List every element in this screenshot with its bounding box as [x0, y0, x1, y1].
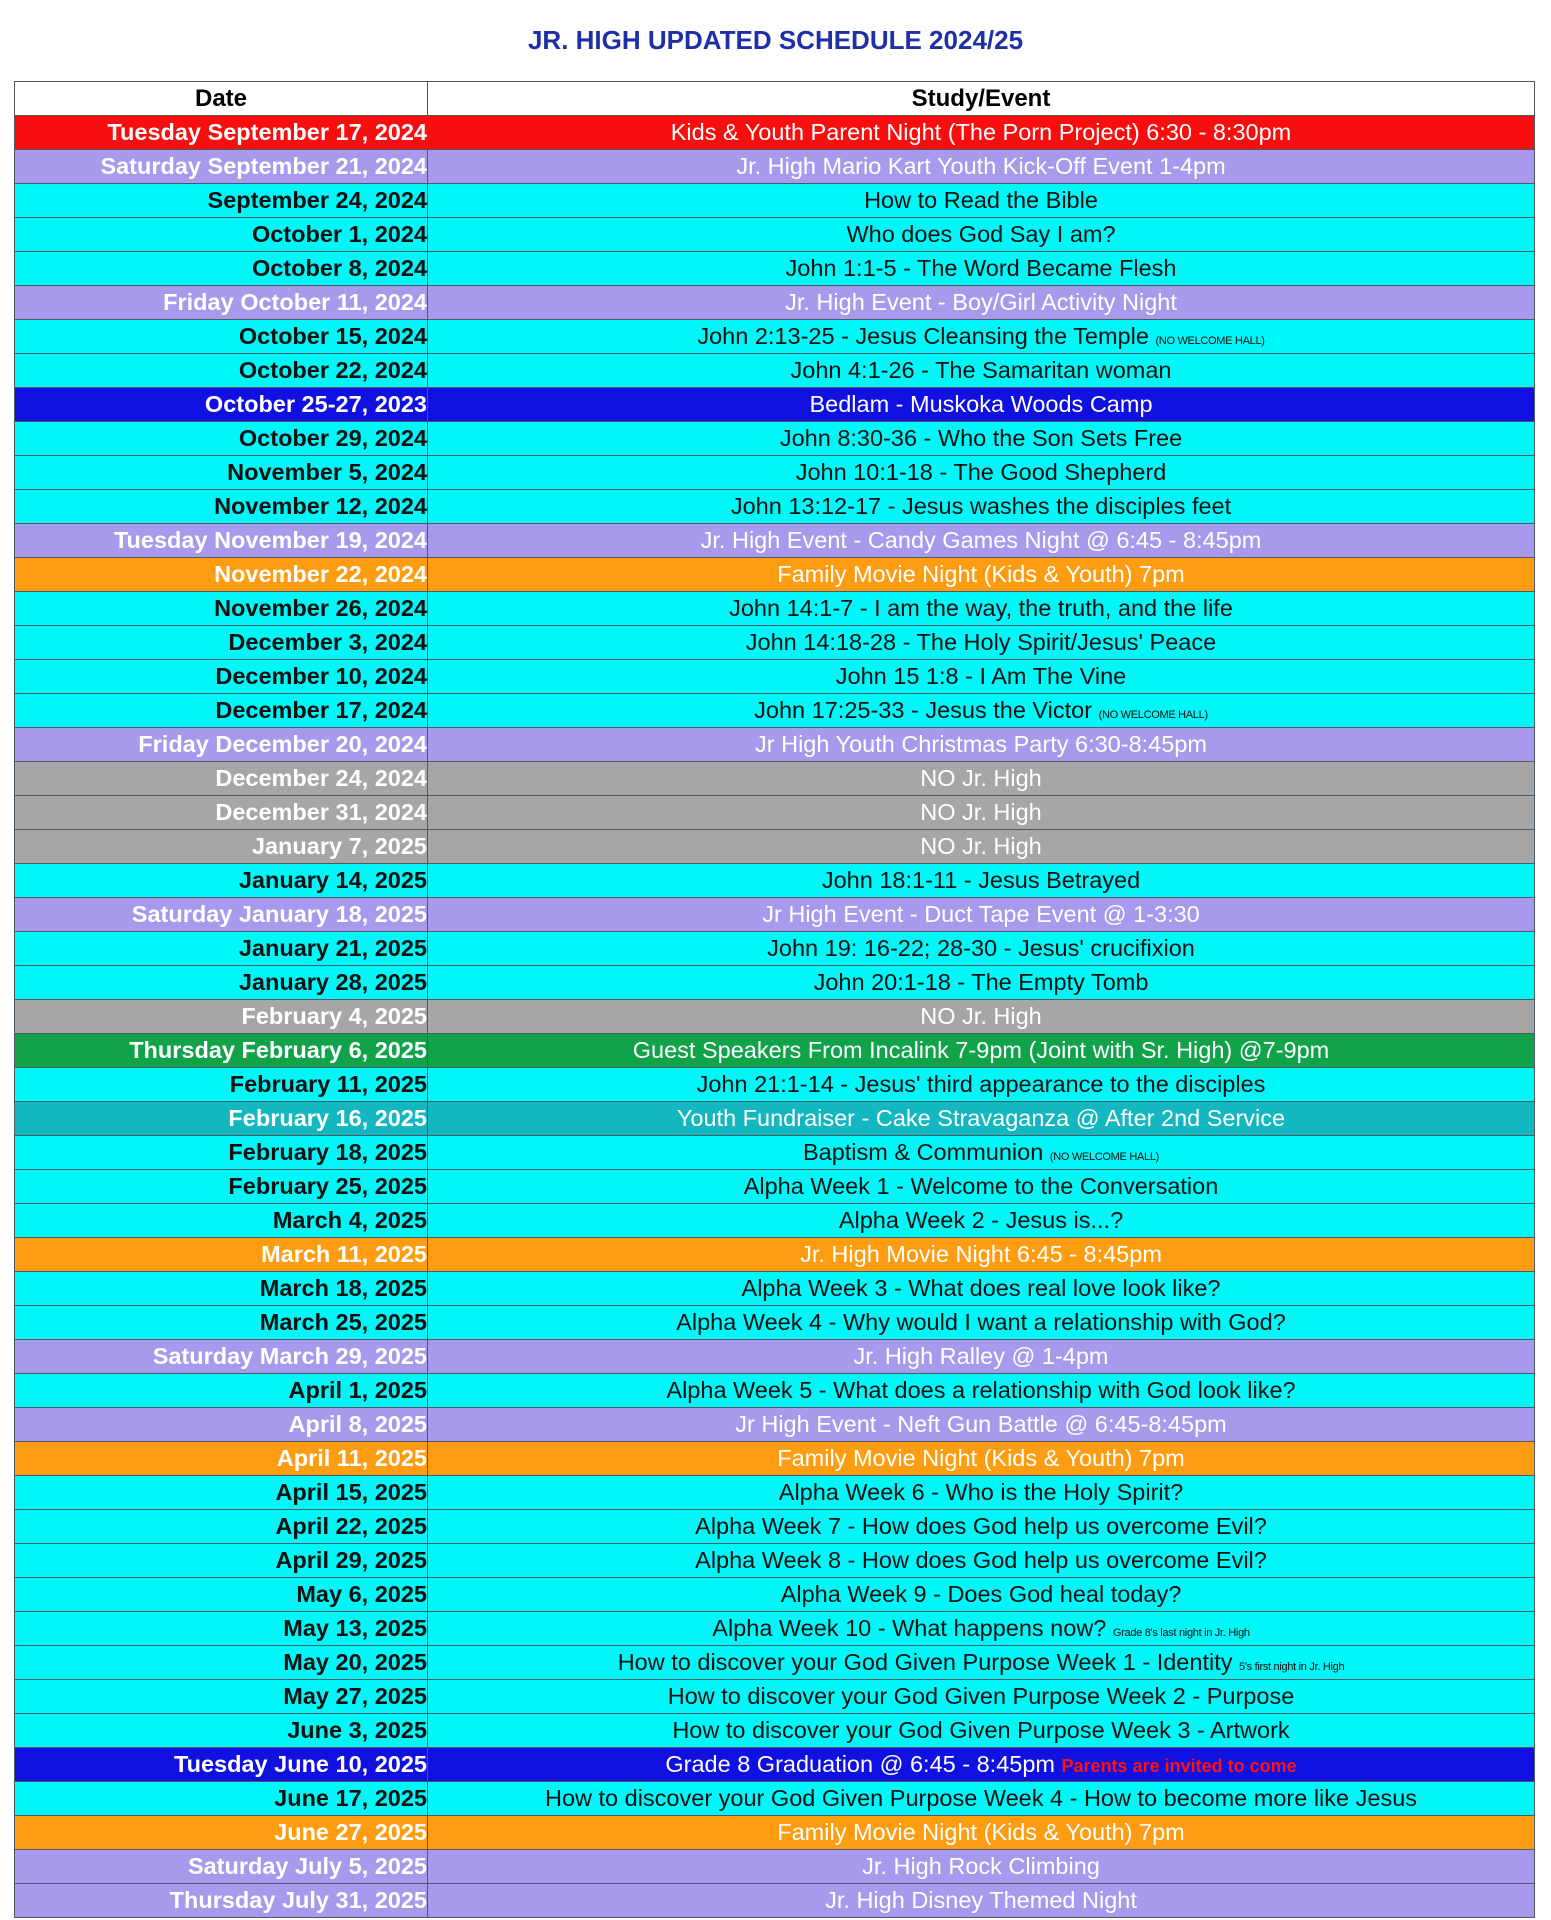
row-event: Family Movie Night (Kids & Youth) 7pm — [777, 1445, 1185, 1471]
table-row — [15, 422, 1535, 456]
table-row — [15, 1782, 1535, 1816]
row-event-cell — [428, 1272, 1535, 1306]
row-event: Alpha Week 6 - Who is the Holy Spirit? — [778, 1479, 1184, 1505]
row-event-cell — [428, 1340, 1535, 1374]
row-event-cell — [428, 1000, 1535, 1034]
row-date: Saturday July 5, 2025 — [15, 1850, 428, 1884]
row-date: November 5, 2024 — [15, 456, 428, 490]
row-event-cell — [428, 1578, 1535, 1612]
table-row — [15, 1374, 1535, 1408]
row-date: May 27, 2025 — [15, 1680, 428, 1714]
row-event-cell — [428, 1476, 1535, 1510]
row-date: January 21, 2025 — [15, 932, 428, 966]
row-event: NO Jr. High — [920, 765, 1042, 791]
row-event: Who does God Say I am? — [846, 221, 1116, 247]
table-row — [15, 490, 1535, 524]
table-row — [15, 728, 1535, 762]
table-row — [15, 1306, 1535, 1340]
row-date: Saturday September 21, 2024 — [15, 150, 428, 184]
row-event-cell — [428, 1510, 1535, 1544]
row-event: Jr. High Mario Kart Youth Kick-Off Event 1-4pm — [736, 153, 1226, 179]
table-row — [15, 694, 1535, 728]
table-row — [15, 1850, 1535, 1884]
row-event-cell — [428, 932, 1535, 966]
row-event: Bedlam - Muskoka Woods Camp — [809, 391, 1153, 417]
row-event-cell — [428, 1646, 1535, 1680]
row-event: John 21:1-14 - Jesus' third appearance to the disciples — [696, 1071, 1266, 1097]
row-date: Friday December 20, 2024 — [15, 728, 428, 762]
row-date: October 29, 2024 — [15, 422, 428, 456]
table-row — [15, 184, 1535, 218]
table-row — [15, 1442, 1535, 1476]
row-event-cell — [428, 1306, 1535, 1340]
row-event: Alpha Week 2 - Jesus is...? — [838, 1207, 1124, 1233]
table-row — [15, 1204, 1535, 1238]
table-row — [15, 1102, 1535, 1136]
table-row — [15, 1510, 1535, 1544]
row-event-cell — [428, 864, 1535, 898]
table-row — [15, 218, 1535, 252]
table-row — [15, 626, 1535, 660]
row-event: John 10:1-18 - The Good Shepherd — [795, 459, 1167, 485]
row-event-cell — [428, 626, 1535, 660]
schedule-table — [14, 81, 1535, 1918]
row-date: March 18, 2025 — [15, 1272, 428, 1306]
row-date: April 29, 2025 — [15, 1544, 428, 1578]
row-event-cell — [428, 1748, 1535, 1782]
table-row — [15, 1578, 1535, 1612]
row-note: 5's first night in Jr. High — [1239, 1661, 1345, 1673]
row-event-cell — [428, 558, 1535, 592]
row-event: NO Jr. High — [920, 833, 1042, 859]
table-row — [15, 1476, 1535, 1510]
row-event-cell — [428, 830, 1535, 864]
schedule-body — [15, 116, 1535, 1918]
row-date: April 15, 2025 — [15, 1476, 428, 1510]
row-event: Baptism & Communion — [802, 1139, 1044, 1165]
row-event-cell — [428, 524, 1535, 558]
event-column-header: Study/Event — [428, 82, 1535, 116]
row-date: Tuesday September 17, 2024 — [15, 116, 428, 150]
table-row — [15, 320, 1535, 354]
table-row — [15, 456, 1535, 490]
row-event: John 2:13-25 - Jesus Cleansing the Temple — [697, 323, 1149, 349]
row-date: April 22, 2025 — [15, 1510, 428, 1544]
row-event-cell — [428, 490, 1535, 524]
table-row — [15, 354, 1535, 388]
row-event: John 13:12-17 - Jesus washes the disciples feet — [730, 493, 1232, 519]
date-column-header: Date — [15, 82, 428, 116]
row-date: February 18, 2025 — [15, 1136, 428, 1170]
row-date: January 7, 2025 — [15, 830, 428, 864]
row-event-cell — [428, 1238, 1535, 1272]
table-row — [15, 796, 1535, 830]
row-alert: Parents are invited to come — [1061, 1756, 1297, 1776]
table-row — [15, 1034, 1535, 1068]
row-event: NO Jr. High — [920, 799, 1042, 825]
table-row — [15, 1884, 1535, 1918]
row-event-cell — [428, 1680, 1535, 1714]
row-date: May 6, 2025 — [15, 1578, 428, 1612]
row-event-cell — [428, 1782, 1535, 1816]
row-date: Tuesday November 19, 2024 — [15, 524, 428, 558]
row-date: November 26, 2024 — [15, 592, 428, 626]
header-row — [15, 82, 1535, 116]
table-row — [15, 1170, 1535, 1204]
row-event: Jr High Event - Neft Gun Battle @ 6:45-8:45pm — [735, 1411, 1227, 1437]
row-event: Guest Speakers From Incalink 7-9pm (Joint with Sr. High) @7-9pm — [632, 1037, 1330, 1063]
row-event: Alpha Week 8 - How does God help us overcome Evil? — [695, 1547, 1267, 1573]
row-event-cell — [428, 592, 1535, 626]
row-event: Family Movie Night (Kids & Youth) 7pm — [777, 1819, 1185, 1845]
row-event: How to discover your God Given Purpose Week 2 - Purpose — [667, 1683, 1295, 1709]
table-row — [15, 1680, 1535, 1714]
row-date: December 17, 2024 — [15, 694, 428, 728]
table-row — [15, 1136, 1535, 1170]
row-date: Saturday March 29, 2025 — [15, 1340, 428, 1374]
row-event: NO Jr. High — [920, 1003, 1042, 1029]
row-event: How to discover your God Given Purpose Week 4 - How to become more like Jesus — [544, 1785, 1418, 1811]
row-event-cell — [428, 660, 1535, 694]
row-event: John 19: 16-22; 28-30 - Jesus' crucifixion — [767, 935, 1195, 961]
row-event-cell — [428, 1136, 1535, 1170]
row-event: Grade 8 Graduation @ 6:45 - 8:45pm — [665, 1751, 1055, 1777]
row-date: February 16, 2025 — [15, 1102, 428, 1136]
row-event-cell — [428, 456, 1535, 490]
row-date: Saturday January 18, 2025 — [15, 898, 428, 932]
row-date: June 3, 2025 — [15, 1714, 428, 1748]
row-date: April 1, 2025 — [15, 1374, 428, 1408]
table-row — [15, 150, 1535, 184]
row-event: Jr. High Ralley @ 1-4pm — [853, 1343, 1109, 1369]
row-event: John 4:1-26 - The Samaritan woman — [790, 357, 1172, 383]
row-date: October 15, 2024 — [15, 320, 428, 354]
row-event: Jr. High Event - Boy/Girl Activity Night — [785, 289, 1177, 315]
row-event: Alpha Week 5 - What does a relationship with God look like? — [666, 1377, 1296, 1403]
row-date: Thursday February 6, 2025 — [15, 1034, 428, 1068]
row-event-cell — [428, 966, 1535, 1000]
table-row — [15, 1646, 1535, 1680]
table-row — [15, 932, 1535, 966]
table-row — [15, 252, 1535, 286]
table-row — [15, 558, 1535, 592]
row-event: John 14:18-28 - The Holy Spirit/Jesus' Peace — [745, 629, 1217, 655]
table-row — [15, 1068, 1535, 1102]
table-row — [15, 898, 1535, 932]
row-event: Alpha Week 10 - What happens now? — [712, 1615, 1107, 1641]
row-event-cell — [428, 1816, 1535, 1850]
row-date: September 24, 2024 — [15, 184, 428, 218]
table-row — [15, 592, 1535, 626]
row-event-cell — [428, 320, 1535, 354]
table-row — [15, 762, 1535, 796]
row-date: April 8, 2025 — [15, 1408, 428, 1442]
table-row — [15, 1816, 1535, 1850]
row-date: December 10, 2024 — [15, 660, 428, 694]
row-event-cell — [428, 354, 1535, 388]
row-event-cell — [428, 762, 1535, 796]
row-event: Youth Fundraiser - Cake Stravaganza @ After 2nd Service — [676, 1105, 1286, 1131]
row-note: Grade 8's last night in Jr. High — [1112, 1627, 1250, 1639]
row-event-cell — [428, 388, 1535, 422]
row-event: Alpha Week 9 - Does God heal today? — [780, 1581, 1182, 1607]
row-event: John 8:30-36 - Who the Son Sets Free — [779, 425, 1183, 451]
row-event-cell — [428, 422, 1535, 456]
row-date: May 13, 2025 — [15, 1612, 428, 1646]
row-date: October 22, 2024 — [15, 354, 428, 388]
table-row — [15, 1544, 1535, 1578]
row-event-cell — [428, 1714, 1535, 1748]
row-event: John 20:1-18 - The Empty Tomb — [813, 969, 1149, 995]
row-date: April 11, 2025 — [15, 1442, 428, 1476]
row-event-cell — [428, 1034, 1535, 1068]
row-event-cell — [428, 286, 1535, 320]
row-event: Jr. High Movie Night 6:45 - 8:45pm — [800, 1241, 1162, 1267]
row-event-cell — [428, 252, 1535, 286]
row-date: Tuesday June 10, 2025 — [15, 1748, 428, 1782]
row-date: October 25-27, 2023 — [15, 388, 428, 422]
row-event-cell — [428, 1850, 1535, 1884]
row-event-cell — [428, 150, 1535, 184]
page-title: JR. HIGH UPDATED SCHEDULE 2024/25 — [527, 25, 1024, 55]
row-event: Alpha Week 1 - Welcome to the Conversation — [743, 1173, 1219, 1199]
table-row — [15, 1340, 1535, 1374]
row-date: March 11, 2025 — [15, 1238, 428, 1272]
row-event-cell — [428, 1442, 1535, 1476]
row-event-cell — [428, 1374, 1535, 1408]
row-event-cell — [428, 1612, 1535, 1646]
table-row — [15, 1714, 1535, 1748]
table-row — [15, 1748, 1535, 1782]
row-event-cell — [428, 218, 1535, 252]
row-event: Jr. High Rock Climbing — [862, 1853, 1100, 1879]
row-date: Thursday July 31, 2025 — [15, 1884, 428, 1918]
row-event: How to discover your God Given Purpose Week 3 - Artwork — [672, 1717, 1290, 1743]
table-row — [15, 1238, 1535, 1272]
row-event: Alpha Week 7 - How does God help us overcome Evil? — [695, 1513, 1267, 1539]
row-event: Jr. High Disney Themed Night — [825, 1887, 1137, 1913]
row-date: December 24, 2024 — [15, 762, 428, 796]
row-date: January 28, 2025 — [15, 966, 428, 1000]
row-date: November 12, 2024 — [15, 490, 428, 524]
table-row — [15, 660, 1535, 694]
row-event: Jr High Event - Duct Tape Event @ 1-3:30 — [762, 901, 1200, 927]
row-note: (NO WELCOME HALL) — [1049, 1151, 1160, 1163]
row-event: Jr. High Event - Candy Games Night @ 6:45 - 8:45pm — [700, 527, 1262, 553]
row-note: (NO WELCOME HALL) — [1098, 709, 1208, 721]
row-note: (NO WELCOME HALL) — [1155, 335, 1265, 347]
row-date: October 8, 2024 — [15, 252, 428, 286]
row-event-cell — [428, 1544, 1535, 1578]
row-event-cell — [428, 1102, 1535, 1136]
table-row — [15, 524, 1535, 558]
row-date: March 25, 2025 — [15, 1306, 428, 1340]
row-event: How to Read the Bible — [864, 187, 1098, 213]
row-date: January 14, 2025 — [15, 864, 428, 898]
row-event-cell — [428, 1068, 1535, 1102]
table-row — [15, 286, 1535, 320]
row-event-cell — [428, 1884, 1535, 1918]
row-date: February 11, 2025 — [15, 1068, 428, 1102]
row-event: Jr High Youth Christmas Party 6:30-8:45pm — [755, 731, 1207, 757]
table-row — [15, 116, 1535, 150]
row-event-cell — [428, 728, 1535, 762]
row-event-cell — [428, 184, 1535, 218]
row-date: May 20, 2025 — [15, 1646, 428, 1680]
row-event: John 14:1-7 - I am the way, the truth, and the life — [729, 595, 1233, 621]
row-event: Alpha Week 3 - What does real love look like? — [741, 1275, 1221, 1301]
row-event: John 17:25-33 - Jesus the Victor — [754, 697, 1093, 723]
row-event: Alpha Week 4 - Why would I want a relationship with God? — [676, 1309, 1286, 1335]
row-event: John 1:1-5 - The Word Became Flesh — [785, 255, 1177, 281]
row-date: December 31, 2024 — [15, 796, 428, 830]
row-date: June 27, 2025 — [15, 1816, 428, 1850]
schedule-header — [15, 82, 1535, 116]
row-date: February 4, 2025 — [15, 1000, 428, 1034]
row-event: John 15 1:8 - I Am The Vine — [835, 663, 1127, 689]
row-date: Friday October 11, 2024 — [15, 286, 428, 320]
row-event-cell — [428, 1170, 1535, 1204]
row-event-cell — [428, 116, 1535, 150]
table-row — [15, 966, 1535, 1000]
row-date: February 25, 2025 — [15, 1170, 428, 1204]
table-row — [15, 830, 1535, 864]
table-row — [15, 864, 1535, 898]
row-date: October 1, 2024 — [15, 218, 428, 252]
table-row — [15, 1000, 1535, 1034]
row-event-cell — [428, 694, 1535, 728]
row-event-cell — [428, 796, 1535, 830]
row-event: Family Movie Night (Kids & Youth) 7pm — [777, 561, 1185, 587]
row-event: John 18:1-11 - Jesus Betrayed — [821, 867, 1141, 893]
row-event-cell — [428, 898, 1535, 932]
row-date: November 22, 2024 — [15, 558, 428, 592]
table-row — [15, 388, 1535, 422]
row-event: Kids & Youth Parent Night (The Porn Project) 6:30 - 8:30pm — [670, 119, 1292, 145]
row-date: December 3, 2024 — [15, 626, 428, 660]
table-row — [15, 1612, 1535, 1646]
table-row — [15, 1272, 1535, 1306]
row-date: March 4, 2025 — [15, 1204, 428, 1238]
row-date: June 17, 2025 — [15, 1782, 428, 1816]
row-event-cell — [428, 1204, 1535, 1238]
table-row — [15, 1408, 1535, 1442]
row-event: How to discover your God Given Purpose Week 1 - Identity — [617, 1649, 1233, 1675]
row-event-cell — [428, 1408, 1535, 1442]
